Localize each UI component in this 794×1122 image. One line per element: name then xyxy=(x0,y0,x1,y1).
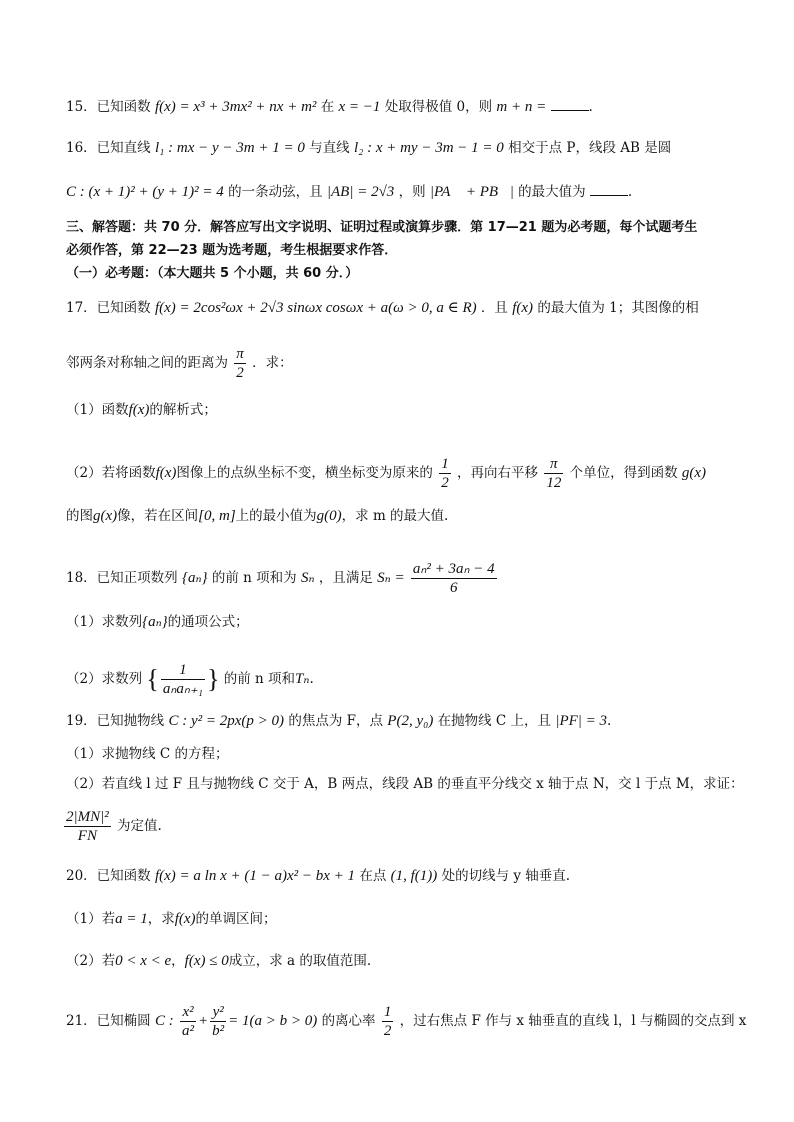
q16-text: 的最大值为 xyxy=(518,184,586,200)
fraction-pi-over-12 xyxy=(544,455,563,492)
q16-text: 与直线 xyxy=(309,140,350,156)
question-17 xyxy=(66,298,754,318)
q18-text: 的通项公式； xyxy=(167,614,249,630)
q20-point: (1, f(1)) xyxy=(390,868,438,884)
q17-part-2-cont xyxy=(66,506,754,526)
q16-text: 相交于点 P，线段 AB 是圆 xyxy=(508,140,672,156)
q21-ellipse-eq: = 1(a > b > 0) xyxy=(228,1013,318,1029)
q16-text: ，则 xyxy=(398,184,426,200)
q17-text: 像，若在区间 xyxy=(117,508,199,524)
q17-fx: f(x) xyxy=(128,402,150,418)
q19-text: 的焦点为 F，点 xyxy=(288,713,383,729)
q20-fx: f(x) xyxy=(174,911,196,927)
q21-plus: + xyxy=(198,1013,209,1029)
q19-text: . xyxy=(607,713,612,729)
q15-condition: x = −1 xyxy=(338,99,381,115)
q17-text: ，求 m 的最大值. xyxy=(341,508,449,524)
q17-part-1 xyxy=(66,400,754,420)
fraction-numerator: 1 xyxy=(383,1004,392,1020)
q21-x-fraction xyxy=(180,1003,196,1040)
fraction-denominator: 2 xyxy=(441,475,449,491)
q21-text: ，过右焦点 F 作与 x 轴垂直的直线 l，l 与椭圆的交点到 x xyxy=(399,1013,747,1029)
fraction-one-half xyxy=(439,455,451,492)
q19-part-1: （1）求抛物线 C 的方程； xyxy=(66,746,229,762)
q17-fx: f(x) xyxy=(155,465,177,481)
q18-text: （1）求数列 xyxy=(66,614,143,630)
q20-condition: a = 1 xyxy=(115,911,148,927)
fraction-denominator: a² xyxy=(182,1023,195,1039)
q17-number: 17．已知函数 xyxy=(66,300,151,316)
q18-number: 18．已知正项数列 xyxy=(66,570,178,586)
fraction-denominator: b² xyxy=(212,1023,225,1039)
q17-text: 的最大值为 1；其图像的相 xyxy=(537,300,699,316)
q17-interval: [0, m] xyxy=(198,508,236,524)
question-17-cont xyxy=(66,345,754,382)
q20-text: （2）若 xyxy=(66,953,116,969)
fraction-numerator: y² xyxy=(210,1003,226,1022)
q17-text: ，再向右平移 xyxy=(457,465,539,481)
q20-range: 0 < x < e xyxy=(115,953,172,969)
left-brace: { xyxy=(146,664,159,694)
q16-line-l1: l₁ : mx − y − 3m + 1 = 0 xyxy=(154,140,305,156)
fraction-denominator: FN xyxy=(77,828,97,844)
q15-text: 在 xyxy=(320,99,335,115)
q19-parabola: C : y² = 2px(p > 0) xyxy=(168,713,285,729)
question-21 xyxy=(66,1003,754,1040)
q20-text: 处的切线与 y 轴垂直. xyxy=(441,868,571,884)
fraction-numerator: π xyxy=(236,346,244,362)
q18-text: 的前 n 项和 xyxy=(223,671,296,687)
required-questions-heading: （一）必考题：（本大题共 5 个小题，共 60 分．） xyxy=(66,266,359,281)
q19-text: 在抛物线 C 上，且 xyxy=(437,713,552,729)
q19-text: 为定值. xyxy=(117,818,162,834)
question-16-cont xyxy=(66,181,754,202)
q18-sequence: {aₙ} xyxy=(142,614,168,630)
fraction-denominator: 6 xyxy=(449,580,458,596)
q15-text: 处取得极值 0，则 xyxy=(384,99,493,115)
q21-text: 的离心率 xyxy=(321,1013,376,1029)
answer-blank xyxy=(551,96,589,111)
q19-distance: |PF| = 3 xyxy=(555,713,608,729)
fraction-numerator: π xyxy=(544,455,563,474)
fraction-denominator: 2 xyxy=(383,1023,392,1039)
q17-text: 邻两条对称轴之间的距离为 xyxy=(66,355,228,371)
q19-number: 19．已知抛物线 xyxy=(66,713,165,729)
q19-part-2: （2）若直线 l 过 F 且与抛物线 C 交于 A，B 两点，线段 AB 的垂直平分线交 x 轴于点 N，交 l 于点 M，求证： xyxy=(66,776,744,792)
q20-part-2 xyxy=(66,951,754,971)
section-3-heading-cont: 必须作答，第 22—23 题为选考题，考生根据要求作答． xyxy=(66,243,398,258)
fraction-pi-over-2 xyxy=(234,345,246,382)
q20-text: ， xyxy=(171,953,185,969)
fraction-numerator: 2|MN|² xyxy=(66,809,109,825)
q16-number: 16．已知直线 xyxy=(66,140,151,156)
q16-line-l2: l₂ : x + my − 3m − 1 = 0 xyxy=(353,140,504,156)
right-brace: } xyxy=(206,664,220,694)
q17-text: 的图 xyxy=(66,508,93,524)
q16-end: . xyxy=(627,184,633,200)
fraction-denominator: 12 xyxy=(546,475,562,491)
fraction-numerator: 1 xyxy=(161,661,205,680)
q20-text: （1）若 xyxy=(66,911,116,927)
q17-text: 个单位，得到函数 xyxy=(569,465,678,481)
q15-end: . xyxy=(588,99,593,115)
q18-text: ，且满足 xyxy=(318,570,373,586)
q16-vector-sum: |PA⃗ + PB⃗| xyxy=(429,184,514,200)
q21-eccentricity-fraction xyxy=(382,1003,394,1040)
fraction-denominator: aₙaₙ₊₁ xyxy=(162,681,203,697)
q17-text: 图像上的点纵坐标不变，横坐标变为原来的 xyxy=(176,465,433,481)
q21-ellipse-name: C : xyxy=(154,1013,174,1029)
q17-function: f(x) = 2cos²ωx + 2√3 sinωx cosωx + a(ω > 0, a ∈ R) xyxy=(154,300,477,316)
q20-inequality: f(x) ≤ 0 xyxy=(184,953,229,969)
fraction-numerator: 1 xyxy=(441,456,449,472)
question-18 xyxy=(66,560,754,597)
q18-reciprocal-fraction xyxy=(161,661,205,698)
q19-point: P(2, y₀) xyxy=(387,713,434,729)
q18-sum-eq: Sₙ = xyxy=(377,570,405,586)
q20-text: ，求 xyxy=(147,911,175,927)
q17-text: 上的最小值为 xyxy=(235,508,317,524)
q18-text: 的前 n 项和为 xyxy=(211,570,297,586)
q18-part-2 xyxy=(66,661,754,698)
q20-number: 20．已知函数 xyxy=(66,868,151,884)
q18-part-1 xyxy=(66,612,754,632)
q17-text: （2）若将函数 xyxy=(66,465,156,481)
q15-function: f(x) = x³ + 3mx² + nx + m² xyxy=(154,99,317,115)
q20-text: 的单调区间； xyxy=(195,911,277,927)
section-3-heading: 三、解答题：共 70 分．解答应写出文字说明、证明过程或演算步骤．第 17—21 题为必考题，每个试题考生 xyxy=(66,220,698,235)
q19-ratio-fraction xyxy=(64,808,111,845)
q18-text: （2）求数列 xyxy=(66,671,143,687)
q18-tn: Tₙ xyxy=(295,671,310,687)
q17-text: ．求： xyxy=(252,355,293,371)
fraction-numerator: x² xyxy=(180,1003,196,1022)
q16-circle: C : (x + 1)² + (y + 1)² = 4 xyxy=(66,184,224,200)
q18-sum: Sₙ xyxy=(300,570,315,586)
q21-y-fraction xyxy=(210,1003,226,1040)
q20-part-1 xyxy=(66,909,754,929)
question-15 xyxy=(66,96,754,117)
q15-ask: m + n = xyxy=(496,99,547,115)
q16-text: 的一条动弦，且 xyxy=(228,184,323,200)
q20-text: 成立，求 a 的取值范围. xyxy=(228,953,372,969)
q20-function: f(x) = a ln x + (1 − a)x² − bx + 1 xyxy=(154,868,356,884)
q20-text: 在点 xyxy=(359,868,387,884)
q17-gx: g(x) xyxy=(681,465,707,481)
q18-formula-fraction xyxy=(411,560,497,597)
q16-chord: |AB| = 2√3 xyxy=(326,184,395,200)
q17-part-2 xyxy=(66,455,754,492)
q17-gx: g(x) xyxy=(93,508,118,524)
q17-g0: g(0) xyxy=(316,508,342,524)
q18-text: . xyxy=(309,671,314,687)
q19-part-2-cont xyxy=(66,808,754,845)
fraction-denominator: 2 xyxy=(236,365,244,381)
q17-text: （1）函数 xyxy=(66,402,129,418)
q17-fx: f(x) xyxy=(512,300,534,316)
q18-sequence: {aₙ} xyxy=(181,570,208,586)
q21-number: 21．已知椭圆 xyxy=(66,1013,151,1029)
question-20 xyxy=(66,866,754,886)
q15-number: 15．已知函数 xyxy=(66,99,151,115)
q17-text: ．且 xyxy=(480,300,508,316)
answer-blank xyxy=(590,181,628,196)
question-16 xyxy=(66,138,754,158)
question-19 xyxy=(66,711,754,731)
fraction-numerator: aₙ² + 3aₙ − 4 xyxy=(412,561,495,577)
q17-text: 的解析式； xyxy=(149,402,217,418)
